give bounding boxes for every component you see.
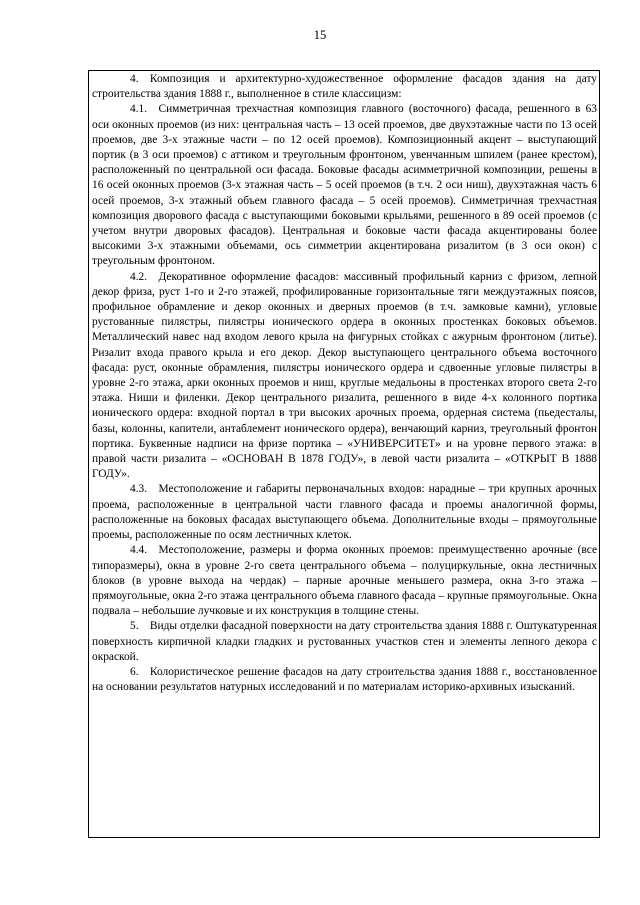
paragraph-4-1: 4.1. Симметричная трехчастная композиция главного (восточного) фасада, решенного в 63 оси оконных проемов (из них: центральная часть – 13 осей проемов, две двухэтажные части по 13 осей проемов, две 3-х этажные части – по 12 осей проемов). Композиционный акцент – выступающий портик (в 3 оси проемов) с аттиком и треугольным фронтоном, увенчанным шпилем (ранее крестом), расположенный по центральной оси фасада. Боковые фасады асимметричной композиции, решены в 16 осей оконных проемов (3-х этажная часть – 5 осей проемов (в т.ч. 2 оси ниш), двухэтажная часть 6 осей проемов, 3-х этажный объем главного фасада – 5 осей проемов). Симметричная трехчастная композиция дворового фасада с выступающими боковыми крыльями, решенного в 89 осей проемов (с учетом внутри дворовых фасадов). Центральная и боковые части фасада акцентированы более высокими 3-х этажными объемами, ось симметрии акцентирована ризалитом (в 3 оси окон) с треугольным фронтоном. (92, 103, 597, 268)
paragraph-4-3: 4.3. Местоположение и габариты первоначальных входов: нарадные – три крупных арочных проема, расположенные в центральной части главного фасада и проемы аналогичной формы, расположенные на боковых фасадах выступающего объема. Дополнительные входы – прямоугольные проемы, расположенные по осям лестничных клеток. (92, 483, 597, 542)
paragraph-4-2: 4.2. Декоративное оформление фасадов: массивный профильный карниз с фризом, лепной декор фриза, руст 1-го и 2-го этажей, профилированные горизонтальные тяги междуэтажных поясов, профильное обрамление и декор оконных и дверных проемов (в т.ч. замковые камни), угловые рустованные пилястры, пилястры ионического ордера в оконных простенках боковых объемов. Металлический навес над входом левого крыла на фигурных стойках с ажурным фронтоном (литье). Ризалит входа правого крыла и его декор. Декор выступающего центрального объема восточного фасада: руст, оконные обрамления, пилястры ионического ордера и сдвоенные угловые пилястры в уровне 2-го этажа, арки оконных проемов и ниш, круглые медальоны в простенках второго света 2-го этажа. Ниши и филенки. Декор центрального ризалита, решенного в виде 4-х колонного портика ионического ордера: входной портал в три высоких арочных проема, ордерная система (пьедесталы, базы, колонны, капители, антаблемент ионического ордера), венчающий карниз, треугольный фронтон портика. Буквенные надписи на фризе портика – «УНИВЕРСИТЕТ» и на уровне первого этажа: в правой части ризалита – «ОСНОВАН В 1878 ГОДУ», в левой части ризалита – «ОТКРЫТ В 1888 ГОДУ». (92, 270, 597, 481)
paragraph-4-4: 4.4. Местоположение, размеры и форма оконных проемов: преимущественно арочные (все типоразмеры), окна в уровне 2-го света центрального объема – полуциркульные, окна лестничных блоков (в уровне выхода на чердак) – парные арочные меньшего размера, окна 3-го этажа – прямоугольные, окна 2-го этажа центрального объема главного фасада – крупные прямоугольные. Окна подвала – небольшие лучковые и их конструкция в толщине стены. (92, 544, 597, 618)
document-body (92, 72, 597, 695)
paragraph-4: 4. Композиция и архитектурно-художественное оформление фасадов здания на дату строительства здания 1888 г., выполненное в стиле классицизм: (92, 73, 597, 101)
page-number: 15 (313, 28, 327, 42)
paragraph-6: 6. Колористическое решение фасадов на дату строительства здания 1888 г., восстановленное на основании результатов натурных исследований и по материалам историко-архивных изысканий. (92, 665, 597, 694)
paragraph-5: 5. Виды отделки фасадной поверхности на дату строительства здания 1888 г. Оштукатуренная поверхность кирпичной кладки гладких и рустованных участков стен и элементы лепного декора с окраской. (92, 620, 597, 663)
